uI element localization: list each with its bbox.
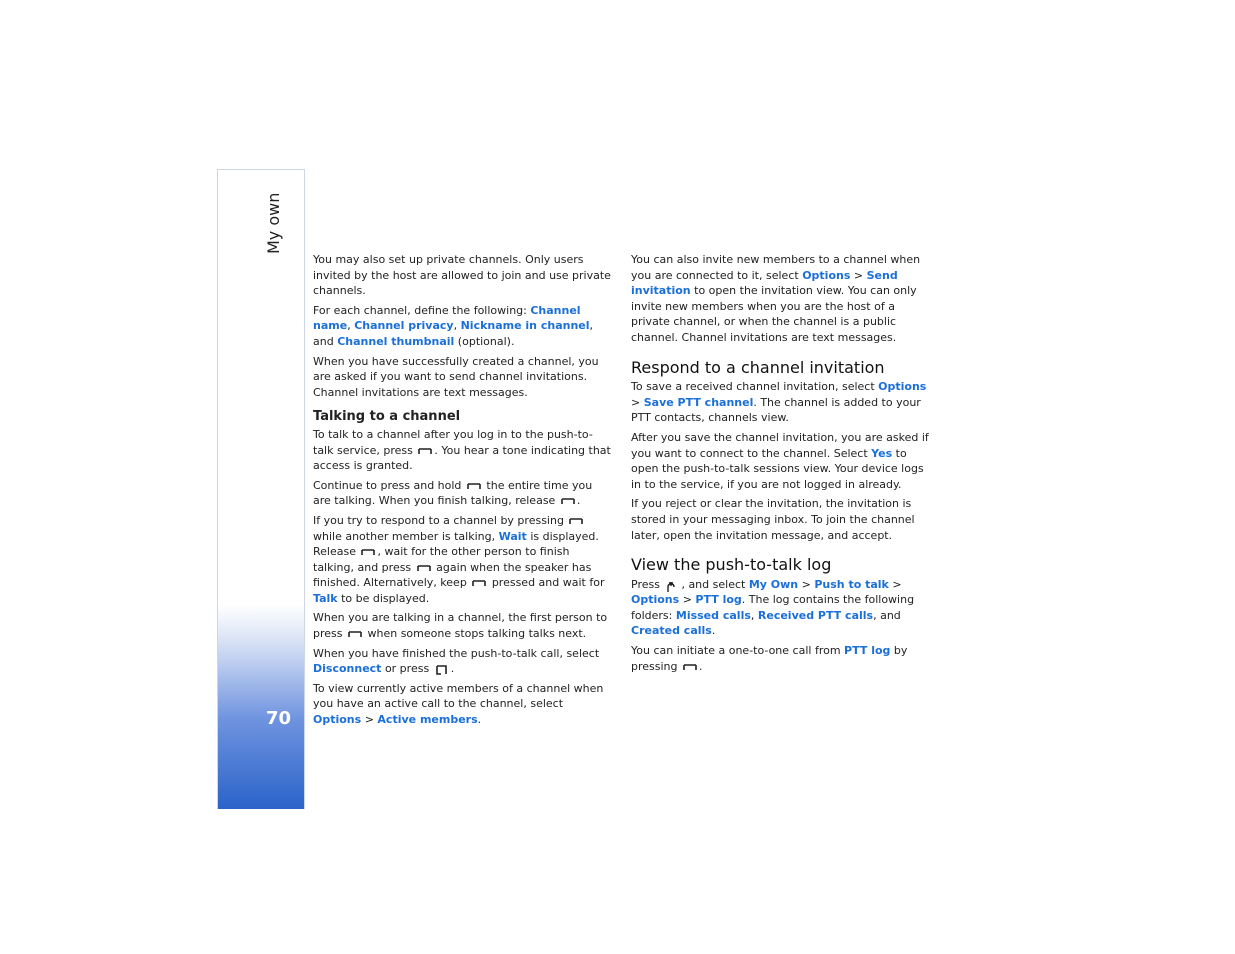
- paragraph: Continue to press and hold the entire time you are talking. When you finish talking, release .: [313, 478, 593, 508]
- call-key-icon: [361, 548, 375, 556]
- heading-view-log: View the push-to-talk log: [631, 555, 832, 575]
- paragraph: When you are talking in a channel, the first person to press when someone stops talking talks next.: [313, 611, 608, 641]
- call-key-icon: [418, 447, 432, 455]
- paragraph: To talk to a channel after you log in to the push-to-talk service, press . You hear a tone indicating that access is granted.: [313, 427, 611, 473]
- call-key-icon: [561, 497, 575, 505]
- keyword: Options: [802, 268, 851, 282]
- page-number: 70: [266, 708, 292, 729]
- keyword: PTT log: [695, 593, 742, 607]
- paragraph: When you have finished the push-to-talk call, select Disconnect or press .: [313, 646, 600, 676]
- keyword: Push to talk: [814, 577, 889, 591]
- paragraph: To view currently active members of a channel when you have an active call to the channel, select Options > Active members.: [313, 681, 604, 727]
- paragraph: You can also invite new members to a channel when you are connected to it, select Options > Send invitation to open the invitation view. You can only invite new members when you are the host of a private channel, or when the channel is a public channel. Channel invitations are text messages.: [631, 253, 921, 344]
- call-key-icon: [569, 517, 583, 525]
- keyword: Channel thumbnail: [337, 334, 455, 348]
- left-column: [313, 252, 613, 732]
- keyword: Options: [313, 713, 362, 727]
- section-label: My own: [264, 192, 283, 254]
- keyword: Talk: [313, 591, 338, 605]
- call-key-icon: [417, 564, 431, 572]
- keyword: Channel privacy: [354, 319, 454, 333]
- call-key-icon: [472, 579, 486, 587]
- keyword: Received PTT calls: [757, 608, 874, 622]
- keyword: Disconnect: [313, 662, 382, 676]
- keyword: Nickname in channel: [460, 319, 590, 333]
- paragraph: If you reject or clear the invitation, the invitation is stored in your messaging inbox. To join the channel later, open the invitation message, and accept.: [631, 497, 915, 542]
- keyword: Active members: [377, 713, 478, 727]
- paragraph: When you have successfully created a channel, you are asked if you want to send channel invitations. Channel invitations are text messages.: [313, 354, 599, 399]
- keyword: Send invitation: [631, 268, 898, 298]
- keyword: Yes: [871, 446, 893, 460]
- keyword: Options: [631, 593, 680, 607]
- subheading-talking: Talking to a channel: [313, 409, 461, 425]
- paragraph: After you save the channel invitation, you are asked if you want to connect to the channel. Select Yes to open the push-to-talk sessions view. Your device logs in to the service, if you are not logged in already.: [631, 430, 929, 491]
- paragraph: If you try to respond to a channel by pressing while another member is talking, Wait is displayed. Release , wait for the other person to finish talking, and press again when the speaker has finished. Alternatively, keep pressed and wait for Talk to be displayed.: [313, 513, 605, 605]
- paragraph: Press , and select My Own > Push to talk > Options > PTT log. The log contains the following folders: Missed calls, Received PTT calls, and Created calls.: [631, 577, 915, 638]
- keyword: Options: [878, 380, 927, 394]
- keyword: Save PTT channel: [643, 395, 754, 409]
- call-key-icon: [467, 482, 481, 490]
- keyword: PTT log: [844, 644, 891, 658]
- keyword: Missed calls: [675, 608, 751, 622]
- call-key-icon: [683, 663, 697, 671]
- keyword: My Own: [748, 577, 799, 591]
- menu-key-icon: [665, 581, 679, 589]
- end-key-icon: [435, 665, 449, 673]
- call-key-icon: [348, 630, 362, 638]
- heading-respond: Respond to a channel invitation: [631, 357, 885, 377]
- right-column: [631, 252, 931, 678]
- paragraph: To save a received channel invitation, select Options > Save PTT channel. The channel is added to your PTT contacts, channels view.: [631, 380, 927, 425]
- keyword: Wait: [498, 529, 527, 543]
- sidebar-tab: [217, 169, 305, 809]
- paragraph: For each channel, define the following: Channel name, Channel privacy, Nickname in channel, and Channel thumbnail (optional).: [313, 303, 594, 348]
- paragraph: You may also set up private channels. Only users invited by the host are allowed to join and use private channels.: [313, 253, 611, 298]
- keyword: Created calls: [631, 624, 712, 638]
- keyword: Channel name: [313, 303, 581, 333]
- paragraph: You can initiate a one-to-one call from PTT log by pressing .: [631, 644, 908, 673]
